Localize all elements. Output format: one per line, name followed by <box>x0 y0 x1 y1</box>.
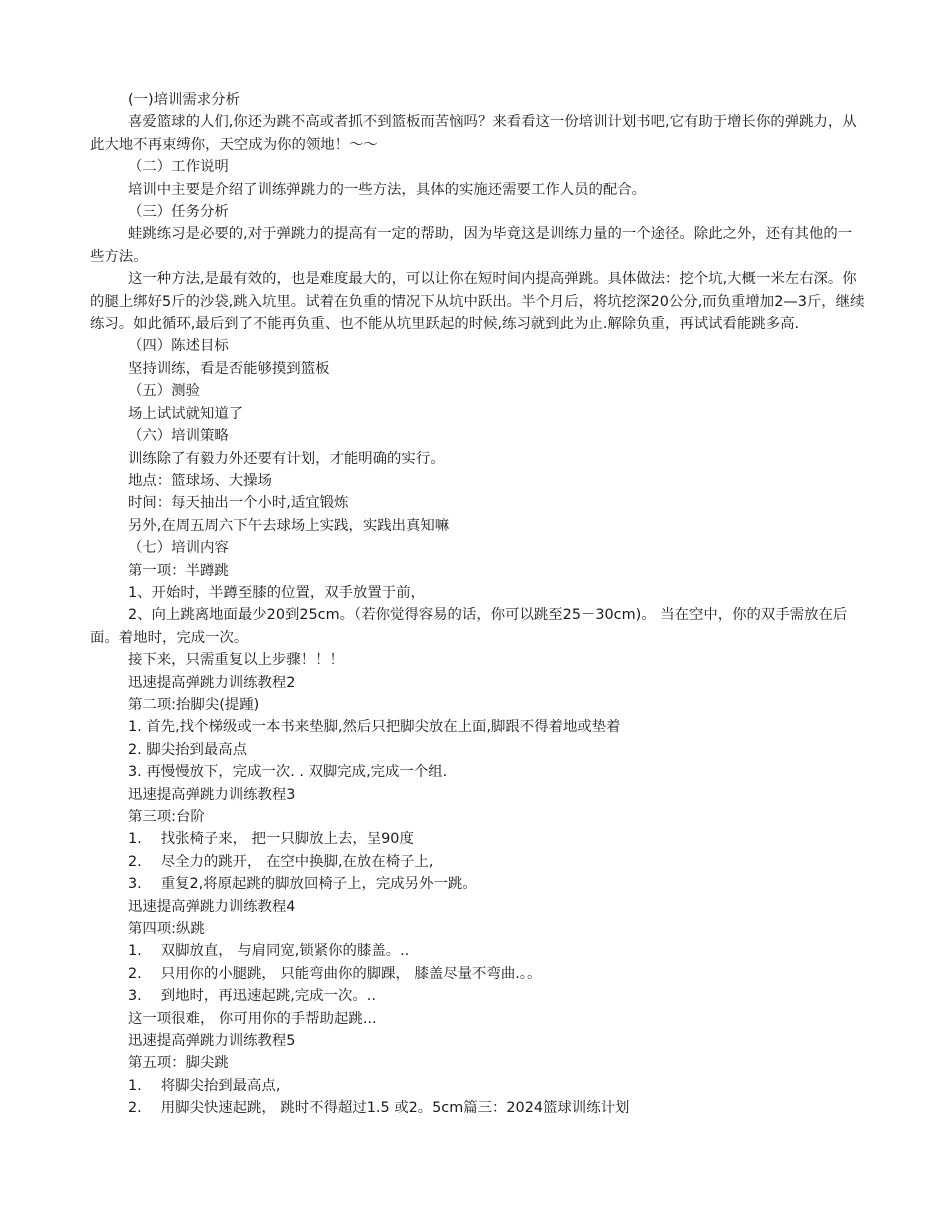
list-item: 2. 只用你的小腿跳， 只能弯曲你的脚踝， 膝盖尽量不弯曲.。。 <box>128 965 542 982</box>
list-item: 3. 到地时，再迅速起跳,完成一次。.. <box>128 988 376 1005</box>
section-heading: (一)培训需求分析 <box>128 92 240 108</box>
paragraph: 时间：每天抽出一个小时,适宜锻炼 <box>128 495 349 512</box>
paragraph: 接下来，只需重复以上步骤！！！ <box>128 652 344 669</box>
section-heading: （三）任务分析 <box>128 204 229 221</box>
tutorial-heading: 迅速提高弹跳力训练教程2 <box>128 674 296 691</box>
paragraph: 坚持训练，看是否能够摸到篮板 <box>128 360 330 377</box>
exercise-title: 第五项：脚尖跳 <box>128 1055 229 1072</box>
section-heading: （六）培训策略 <box>128 428 229 445</box>
paragraph: 场上试试就知道了 <box>128 405 244 422</box>
tutorial-heading: 迅速提高弹跳力训练教程3 <box>128 786 296 803</box>
list-item: 3. 重复2,将原起跳的脚放回椅子上，完成另外一跳。 <box>128 876 477 893</box>
paragraph: 地点：篮球场、大操场 <box>128 472 272 489</box>
list-item: 1. 找张椅子来， 把一只脚放上去，呈90度 <box>128 831 414 848</box>
tutorial-heading: 迅速提高弹跳力训练教程4 <box>128 898 296 915</box>
paragraph: 培训中主要是介绍了训练弹跳力的一些方法，具体的实施还需要工作人员的配合。 <box>128 181 647 198</box>
exercise-title: 第三项:台阶 <box>128 809 205 825</box>
exercise-title: 第四项:纵跳 <box>128 921 205 938</box>
list-item: 1. 双脚放直， 与肩同宽,锁紧你的膝盖。.. <box>128 943 410 960</box>
list-item: 1. 将脚尖抬到最高点, <box>128 1077 281 1094</box>
paragraph: 喜爱篮球的人们,你还为跳不高或者抓不到篮板而苦恼吗？来看看这一份培训计划书吧,它有助于增长你的弹跳力，从此大地不再束缚你，天空成为你的领地！～～ <box>90 114 857 153</box>
tutorial-heading: 迅速提高弹跳力训练教程5 <box>128 1033 296 1050</box>
paragraph: 这一种方法,是最有效的，也是难度最大的，可以让你在短时间内提高弹跳。具体做法：挖个坑,大概一米左右深。你的腿上绑好5斤的沙袋,跳入坑里。试着在负重的情况下从坑中跃出。半个月后，将坑挖深20公分,而负重增加2—3斤，继续练习。如此循环,最后到了不能再负重、也不能从坑里跃起的时候,练习就到此为止.解除负重，再试试看能跳多高. <box>90 271 865 333</box>
list-item: 1、开始时，半蹲至膝的位置，双手放置于前， <box>128 584 425 601</box>
document-body <box>90 89 865 1120</box>
exercise-title: 第一项：半蹲跳 <box>128 562 229 579</box>
list-item: 3. 再慢慢放下，完成一次. . 双脚完成,完成一个组. <box>128 764 448 781</box>
list-item: 2. 尽全力的跳开， 在空中换脚,在放在椅子上, <box>128 853 434 870</box>
section-heading: （五）测验 <box>128 383 200 400</box>
exercise-title: 第二项:抬脚尖(提踵) <box>128 696 260 713</box>
list-item: 2. 脚尖抬到最高点 <box>128 741 248 758</box>
paragraph: 另外,在周五周六下午去球场上实践，实践出真知嘛 <box>128 517 450 534</box>
paragraph: 训练除了有毅力外还要有计划，才能明确的实行。 <box>128 450 445 467</box>
paragraph: 这一项很难， 你可用你的手帮助起跳... <box>128 1010 377 1027</box>
section-heading: （二）工作说明 <box>128 159 229 176</box>
section-heading: （四）陈述目标 <box>128 338 229 355</box>
list-item: 2、向上跳离地面最少20到25cm。（若你觉得容易的话，你可以跳至25－30cm)。 当在空中，你的双手需放在后面。着地时，完成一次。 <box>90 607 848 646</box>
section-heading: （七）培训内容 <box>128 540 229 557</box>
list-item: 2. 用脚尖快速起跳， 跳时不得超过1.5 或2。5cm篇三：2024篮球训练计划 <box>128 1100 630 1117</box>
list-item: 1. 首先,找个梯级或一本书来垫脚,然后只把脚尖放在上面,脚跟不得着地或垫着 <box>128 719 621 736</box>
paragraph: 蛙跳练习是必要的,对于弹跳力的提高有一定的帮助，因为毕竟这是训练力量的一个途径。除此之外，还有其他的一些方法。 <box>90 226 853 265</box>
